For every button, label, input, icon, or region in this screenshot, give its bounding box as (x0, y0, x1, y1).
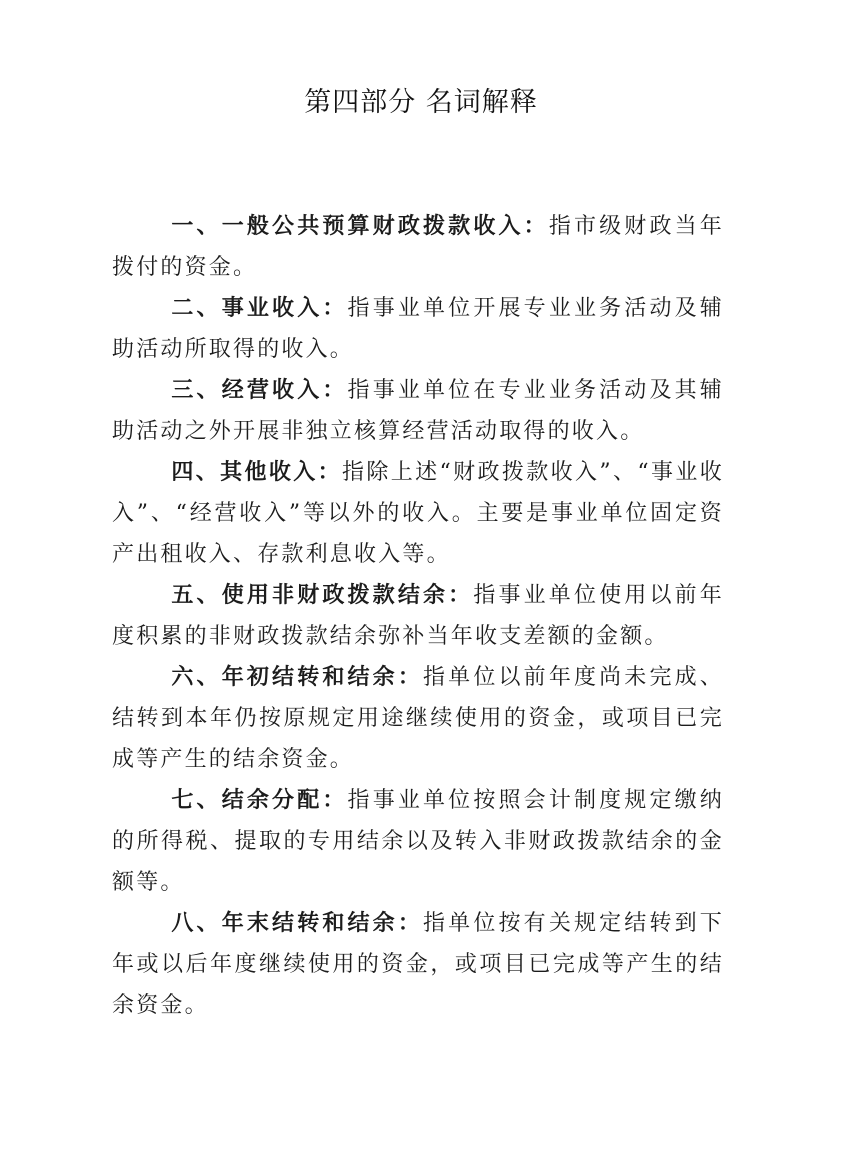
definition-term: 一、一般公共预算财政拨款收入： (171, 213, 549, 239)
definition-entry (112, 575, 724, 657)
definitions-list (112, 206, 724, 1026)
definition-text: 指事业单位按照会计制度规定缴纳的所得税、提取的专用结余以及转入非财政拨款结余的金额等。 (112, 788, 724, 895)
definition-term: 五、使用非财政拨款结余： (171, 582, 474, 608)
definition-text: 指除上述“财政拨款收入”、“事业收入”、“经营收入”等以外的收入。主要是事业单位固定资产出租收入、存款利息收入等。 (112, 460, 724, 567)
definition-entry (112, 780, 724, 903)
definition-text: 指事业单位在专业业务活动及其辅助活动之外开展非独立核算经营活动取得的收入。 (112, 378, 724, 444)
definition-text: 指单位按有关规定结转到下年或以后年度继续使用的资金，或项目已完成等产生的结余资金。 (112, 911, 724, 1018)
definition-entry (112, 903, 724, 1026)
definition-term: 四、其他收入： (171, 459, 343, 485)
definition-entry (112, 206, 724, 288)
definition-text: 指事业单位使用以前年度积累的非财政拨款结余弥补当年收支差额的金额。 (112, 583, 724, 649)
definition-text: 指事业单位开展专业业务活动及辅助活动所取得的收入。 (112, 296, 724, 362)
page-title: 第四部分 名词解释 (304, 87, 538, 118)
definition-term: 八、年末结转和结余： (171, 910, 424, 936)
definition-text: 指单位以前年度尚未完成、结转到本年仍按原规定用途继续使用的资金，或项目已完成等产生的结余资金。 (112, 665, 724, 772)
definition-term: 六、年初结转和结余： (171, 664, 424, 690)
definition-entry (112, 657, 724, 780)
definition-entry (112, 452, 724, 575)
definition-text: 指市级财政当年拨付的资金。 (112, 214, 724, 280)
definition-term: 三、经营收入： (171, 377, 348, 403)
definition-entry (112, 370, 724, 452)
definition-term: 二、事业收入： (171, 295, 348, 321)
definition-entry (112, 288, 724, 370)
definition-term: 七、结余分配： (171, 787, 348, 813)
